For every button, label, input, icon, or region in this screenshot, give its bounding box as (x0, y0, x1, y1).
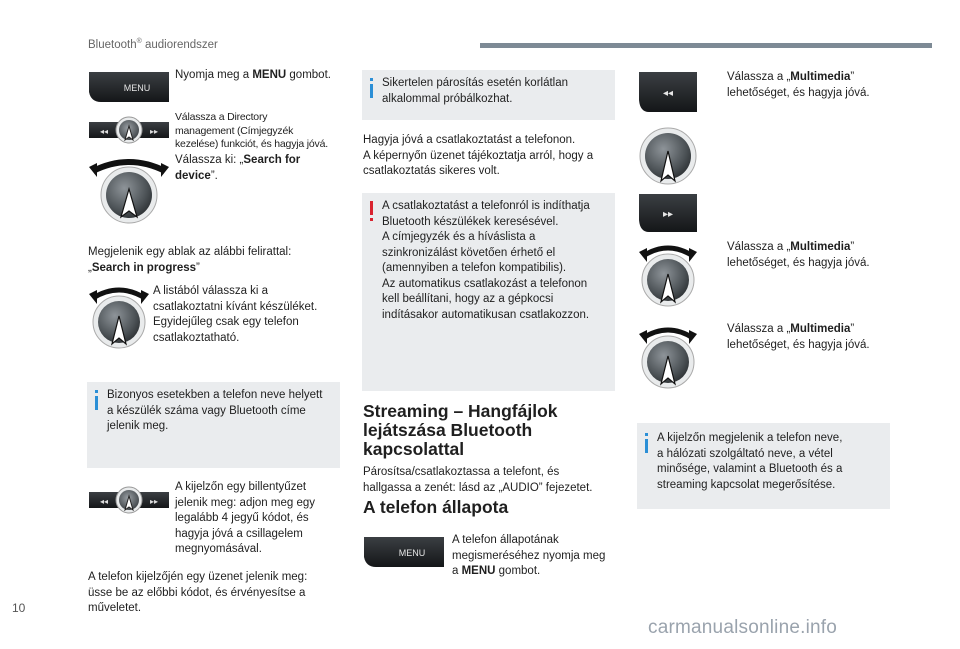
info-note: Sikertelen párosítás esetén korlátlan alkalommal próbálkozhat. (362, 70, 615, 120)
page-number: 10 (12, 601, 26, 615)
col3-step3: Válassza a „Multimedia” lehetőséget, és hagyja jóvá. (727, 323, 870, 351)
col1-step5: A kijelzőn egy billentyűzet jelenik meg: adjon meg egy legalább 4 jegyű kódot, és hagyja jóvá a csillagelem megnyomásával. (175, 481, 315, 555)
svg-text:◂◂: ◂◂ (662, 88, 674, 99)
menu-button-icon (362, 535, 446, 569)
svg-text:▸▸: ▸▸ (149, 127, 159, 136)
page-header: Bluetooth® audiorendszer (88, 38, 218, 51)
watermark: carmanualsonline.info (648, 617, 838, 638)
svg-text:◂◂: ◂◂ (99, 127, 109, 136)
svg-text:MENU: MENU (123, 83, 151, 93)
knob-with-arrows-icon (87, 484, 171, 522)
section-heading: A telefon állapota (363, 497, 509, 517)
col1-para2: A telefon kijelzőjén egy üzenet jelenik meg: üsse be az előbbi kódot, és érvényesítse a műveletet. (88, 571, 308, 614)
col2-para2: Párosítsa/csatlakoztassa a telefont, és hallgassa a zenét: lásd az „AUDIO” fejezetet. (363, 466, 593, 494)
knob-icon (637, 125, 699, 189)
svg-text:MENU: MENU (398, 548, 426, 558)
rotary-knob-icon (87, 155, 171, 225)
previous-button-icon (637, 70, 699, 114)
col1-step1: Nyomja meg a MENU gombot. (175, 69, 331, 81)
svg-text:▸▸: ▸▸ (149, 497, 159, 506)
info-note: Bizonyos esetekben a telefon neve helyett a készülék száma vagy Bluetooth címe jelenik meg. (87, 382, 340, 468)
col2-para1: Hagyja jóvá a csatlakoztatást a telefonon. A képernyőn üzenet tájékoztatja arról, hogy a csatlakoztatás sikeres volt. (363, 134, 594, 177)
next-button-icon (637, 192, 699, 234)
col1-step4: A listából válassza ki a csatlakoztatni kívánt készüléket. Egyidejűleg csak egy telefon csatlakoztatható. (153, 285, 318, 344)
section-heading: Streaming – Hangfájlok lejátszása Bluetooth kapcsolattal (363, 401, 558, 459)
col1-para1: Megjelenik egy ablak az alábbi felirattal: „Search in progress” (88, 246, 292, 274)
svg-text:◂◂: ◂◂ (99, 497, 109, 506)
col1-step3: Válassza ki: „Search for device”. (175, 154, 301, 182)
rotary-knob-icon (87, 282, 151, 352)
knob-with-arrows-icon (87, 114, 171, 152)
col2-step1: A telefon állapotának megismeréséhez nyomja meg a MENU gombot. (452, 534, 606, 577)
header-bar (480, 43, 932, 48)
col3-step2: Válassza a „Multimedia” lehetőséget, és hagyja jóvá. (727, 241, 870, 269)
col1-step2: Válassza a Directory management (Címjegyzék kezelése) funkciót, és hagyja jóvá. (175, 111, 328, 150)
menu-button-icon (87, 70, 171, 104)
rotary-knob-icon (637, 240, 699, 310)
info-note: A kijelzőn megjelenik a telefon neve, a hálózati szolgáltató neve, a vétel minősége, valamint a Bluetooth és a streaming kapcsolat megerősítése. (637, 423, 890, 509)
col3-step1: Válassza a „Multimedia” lehetőséget, és hagyja jóvá. (727, 71, 870, 99)
warning-note: A csatlakoztatást a telefonról is indíthatja Bluetooth készülékek keresésével. A címjegyzék és a híváslista a szinkronizálást követően érhető el (amennyiben a telefon kompatibilis). Az automatikus csatlakozást a telefonon kell beállítani, hogy az a gépkocsi indításakor automatikusan csatlakozzon. (362, 193, 615, 391)
rotary-knob-icon (637, 322, 699, 392)
svg-text:▸▸: ▸▸ (662, 209, 674, 220)
